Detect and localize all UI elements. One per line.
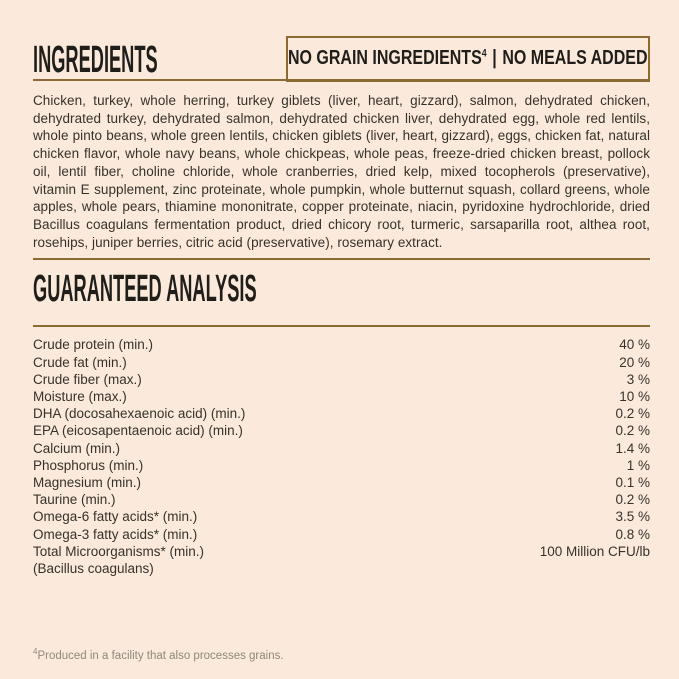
analysis-row: [33, 405, 650, 422]
ingredients-text: Chicken, turkey, whole herring, turkey giblets (liver, heart, gizzard), salmon, dehydrated chicken, dehydrated turkey, dehydrated salmon, dehydrated chicken liver, dehydrated egg, whole red lentils, whole pinto beans, whole green lentils, chicken giblets (liver, heart, gizzard), eggs, chicken fat, natural chicken flavor, whole navy beans, whole chickpeas, whole peas, freeze-dried chicken breast, pollock oil, lentil fiber, choline chloride, whole cranberries, dried kelp, mixed tocopherols (preservative), vitamin E supplement, zinc proteinate, whole pumpkin, whole butternut squash, collard greens, whole apples, whole pears, thiamine mononitrate, copper proteinate, niacin, pyridoxine hydrochloride, dried Bacillus coagulans fermentation product, dried chicory root, turmeric, sarsaparilla root, althea root, rosehips, juniper berries, citric acid (preservative), rosemary extract.: [33, 93, 650, 250]
analysis-row-value: 20 %: [619, 354, 650, 370]
analysis-row-value: 40 %: [619, 337, 650, 353]
analysis-row: [33, 543, 650, 560]
analysis-row: [33, 560, 650, 577]
no-grain-badge: [286, 36, 650, 82]
analysis-row-label: Taurine (min.): [33, 492, 116, 508]
badge-separator: |: [492, 47, 497, 69]
analysis-row-value: 3 %: [626, 371, 650, 387]
footnote-text: Produced in a facility that also processes grains.: [37, 650, 284, 663]
analysis-row-label: Crude fiber (max.): [33, 371, 142, 387]
footnote-marker: 4: [33, 647, 38, 657]
analysis-row: [33, 440, 650, 457]
analysis-row-label: Magnesium (min.): [33, 474, 142, 490]
badge-no-meals-label: NO MEALS ADDED: [502, 47, 648, 69]
analysis-row-value: 0.1 %: [615, 474, 650, 490]
analysis-row-label: (Bacillus coagulans): [33, 560, 154, 576]
analysis-row-label: Total Microorganisms* (min.): [33, 543, 205, 559]
analysis-table: [33, 336, 650, 577]
analysis-row-value: 10 %: [619, 388, 650, 404]
analysis-row: [33, 491, 650, 508]
analysis-row-value: 1 %: [626, 457, 650, 473]
analysis-row: [33, 422, 650, 439]
ingredients-header: [33, 33, 650, 81]
analysis-row-label: Phosphorus (min.): [33, 457, 144, 473]
analysis-row-value: 0.2 %: [615, 423, 650, 439]
analysis-row-label: Crude protein (min.): [33, 337, 154, 353]
ingredients-title: [33, 39, 168, 81]
analysis-row: [33, 354, 650, 371]
analysis-row: [33, 388, 650, 405]
analysis-row-label: Crude fat (min.): [33, 354, 127, 370]
analysis-row: [33, 371, 650, 388]
footnote: [33, 649, 650, 663]
analysis-row-value: 0.8 %: [615, 526, 650, 542]
divider-below-analysis-title: [33, 325, 650, 327]
analysis-row-value: 0.2 %: [615, 406, 650, 422]
analysis-row-value: 0.2 %: [615, 492, 650, 508]
analysis-row-value: 100 Million CFU/lb: [539, 543, 650, 559]
analysis-row-value: 1.4 %: [615, 440, 650, 456]
analysis-row-label: Omega-3 fatty acids* (min.): [33, 526, 198, 542]
analysis-row: [33, 526, 650, 543]
divider-above-analysis: [33, 258, 650, 260]
analysis-row-label: Calcium (min.): [33, 440, 121, 456]
analysis-row-label: Omega-6 fatty acids* (min.): [33, 509, 198, 525]
analysis-row: [33, 457, 650, 474]
badge-no-grain-label: NO GRAIN INGREDIENTS: [288, 47, 483, 69]
analysis-row-value: 3.5 %: [615, 509, 650, 525]
analysis-row-label: DHA (docosahexaenoic acid) (min.): [33, 406, 246, 422]
analysis-row: [33, 336, 650, 353]
analysis-row-label: EPA (eicosapentaenoic acid) (min.): [33, 423, 243, 439]
analysis-row-label: Moisture (max.): [33, 388, 127, 404]
no-grain-badge-text: [288, 47, 648, 70]
analysis-row: [33, 508, 650, 525]
analysis-title-text: GUARANTEED ANALYSIS: [33, 268, 257, 311]
analysis-title: [33, 268, 257, 311]
analysis-row: [33, 474, 650, 491]
ingredients-title-text: INGREDIENTS: [33, 39, 158, 81]
badge-footnote-marker: 4: [482, 47, 487, 60]
